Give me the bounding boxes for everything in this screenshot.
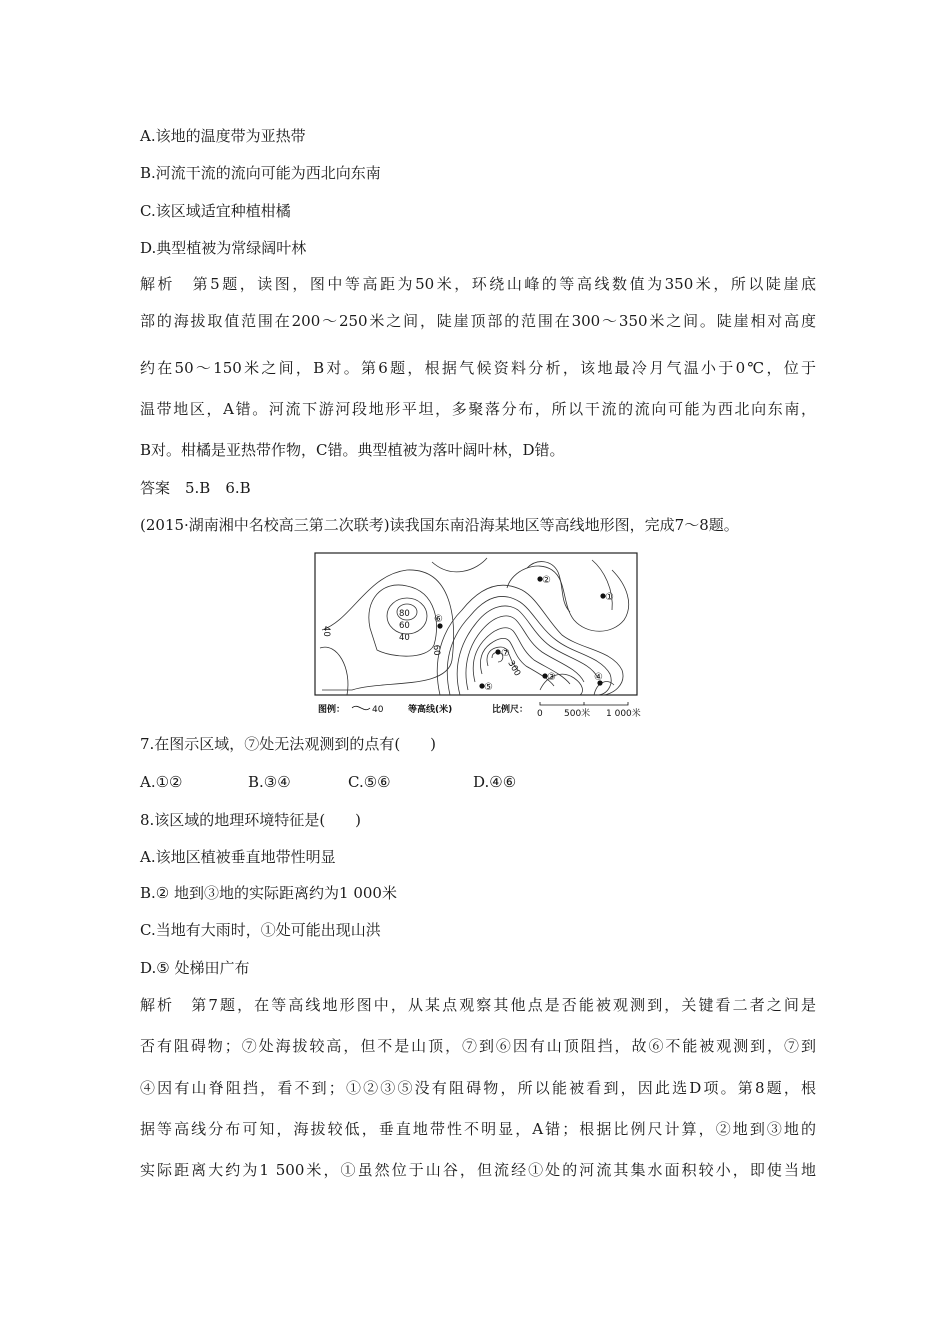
legend-label: 图例： — [318, 705, 346, 715]
map-frame — [315, 553, 637, 695]
contour-label: 300 — [505, 659, 523, 679]
contour-label: 80 — [399, 609, 410, 619]
answer1: 答案 5.B 6.B — [140, 479, 251, 497]
point-label-5: ⑤ — [484, 682, 493, 693]
q8-option-d: D.⑤ 处梯田广布 — [140, 959, 250, 977]
analysis2-line: 否有阻碍物；⑦处海拔较高，但不是山顶，⑦到⑥因有山顶阻挡，故⑥不能被观测到，⑦到 — [140, 1037, 816, 1055]
legend-contour-sample — [352, 706, 370, 709]
contour-label: 40 — [321, 626, 331, 637]
point-label-1: ① — [605, 592, 614, 603]
analysis1-line: 约在50～150米之间，B对。第6题，根据气候资料分析，该地最冷月气温小于0℃，位于 — [140, 359, 816, 377]
q8-option-c: C.当地有大雨时，①处可能出现山洪 — [140, 921, 381, 939]
q8-option-a: A.该地区植被垂直地带性明显 — [140, 848, 336, 866]
contour-map — [312, 550, 642, 720]
point-label-6: ⑥ — [434, 614, 443, 625]
contour-label: 40 — [399, 633, 410, 643]
q8-option-b: B.② 地到③地的实际距离约为1 000米 — [140, 884, 397, 902]
q7-option-b: B.③④ — [248, 773, 291, 791]
analysis1-line: 温带地区，A错。河流下游河段地形平坦，多聚落分布，所以干流的流向可能为西北向东南， — [140, 400, 816, 418]
scale-tick: 1 000米 — [606, 709, 641, 719]
analysis1-line: 解析 第5题，读图，图中等高距为50米，环绕山峰的等高线数值为350米，所以陡崖底 — [140, 275, 816, 293]
point-label-2: ② — [542, 575, 551, 586]
analysis1-line: 部的海拔取值范围在200～250米之间，陡崖顶部的范围在300～350米之间。陡崖相对高度 — [140, 312, 816, 330]
point-label-3: ③ — [547, 672, 556, 683]
q6-option-b: B.河流干流的流向可能为西北向东南 — [140, 164, 381, 182]
analysis2-line: 实际距离大约为1 500米，①虽然位于山谷，但流经①处的河流其集水面积较小，即使当地 — [140, 1161, 816, 1179]
analysis2-line: 解析 第7题，在等高线地形图中，从某点观察其他点是否能被观测到，关键看二者之间是 — [140, 996, 816, 1014]
q6-option-c: C.该区域适宜种植柑橘 — [140, 202, 291, 220]
q7-options — [140, 771, 816, 793]
contour-label: 60 — [430, 644, 442, 657]
scale-bar — [540, 702, 628, 705]
contour-map-figure — [312, 550, 642, 720]
legend-value: 40 — [372, 705, 384, 715]
point-label-7: ⑦ — [501, 648, 510, 659]
analysis2-line: ④因有山脊阻挡，看不到；①②③⑤没有阻碍物，所以能被看到，因此选D项。第8题，根 — [140, 1079, 816, 1097]
point-7-dot — [495, 649, 500, 654]
legend-text: 等高线(米) — [408, 705, 453, 715]
point-label-4: ④ — [594, 672, 603, 683]
q8-stem: 8.该区域的地理环境特征是( ) — [140, 811, 362, 829]
contour-lines — [320, 558, 629, 695]
scale-tick: 0 — [537, 709, 543, 719]
q7-option-a: A.①② — [140, 773, 183, 791]
map-legend — [318, 702, 641, 719]
q6-option-a: A.该地的温度带为亚热带 — [140, 127, 306, 145]
q6-option-d: D.典型植被为常绿阔叶林 — [140, 239, 307, 257]
intro-q7-8: (2015·湖南湘中名校高三第二次联考)读我国东南沿海某地区等高线地形图，完成7～8题。 — [140, 516, 739, 534]
q7-option-d: D.④⑥ — [473, 773, 517, 791]
analysis1-line: B对。柑橘是亚热带作物，C错。典型植被为落叶阔叶林，D错。 — [140, 441, 565, 459]
contour-label: 60 — [399, 621, 410, 631]
q7-stem: 7.在图示区域，⑦处无法观测到的点有( ) — [140, 735, 437, 753]
scale-label: 比例尺： — [492, 705, 529, 715]
analysis2-line: 据等高线分布可知，海拔较低，垂直地带性不明显，A错；根据比例尺计算，②地到③地的 — [140, 1120, 816, 1138]
q7-option-c: C.⑤⑥ — [348, 773, 391, 791]
scale-tick: 500米 — [564, 709, 591, 719]
